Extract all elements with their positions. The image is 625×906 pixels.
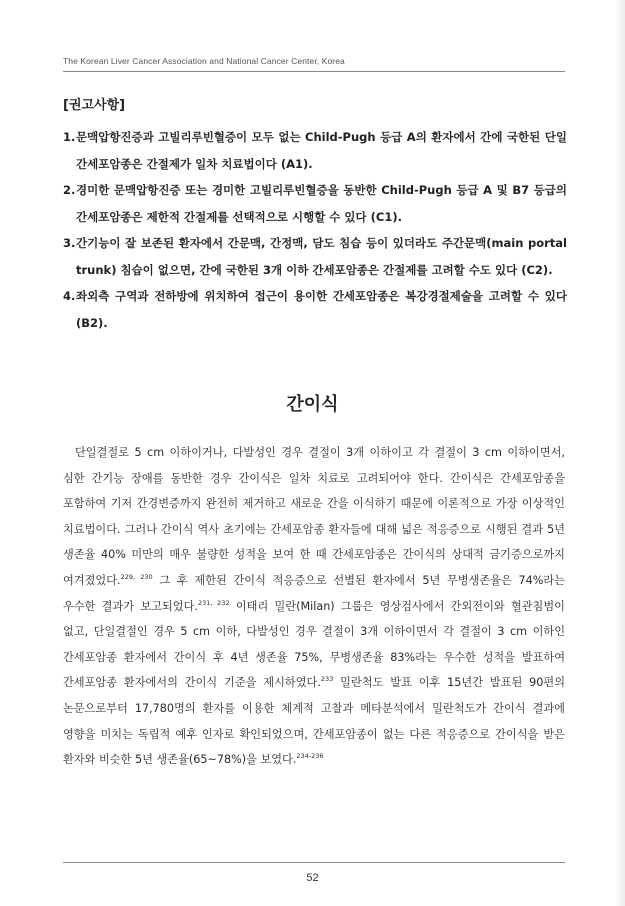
running-header: The Korean Liver Cancer Association and National Cancer Center, Korea <box>63 56 345 66</box>
recommendations-title: [권고사항] <box>63 98 126 113</box>
page-number: 52 <box>306 872 319 884</box>
recommendation-item <box>63 283 567 336</box>
recommendation-text: 좌외측 구역과 전하방에 위치하여 접근이 용이한 간세포암종은 복강경절제술을 고려할 수 있다 (B2). <box>76 289 567 330</box>
recommendation-text: 간기능이 잘 보존된 환자에서 간문맥, 간정맥, 담도 침습 등이 있더라도 주간문맥(main portal trunk) 침습이 없으면, 간에 국한된 3개 이하 간세포암종은 간절제를 고려할 수도 있다 (C2). <box>76 236 567 277</box>
recommendation-number: 4. <box>63 289 76 303</box>
body-text-segment: 이태리 밀란(Milan) 그룹은 영상검사에서 간외전이와 혈관침범이 없고, 단일결절인 경우 5 cm 이하, 다발성인 경우 결절이 3개 이하이면서 각 결절이 3 cm 이하인 간세포암종 환자에서 간이식 후 4년 생존율 75%, 무병생존율 83%라는 우수한 성적을 발표하여 간세포암종 환자에서의 간이식 기준을 제시하였다. <box>63 599 565 690</box>
recommendation-number: 1. <box>63 130 76 144</box>
page-edge-shadow <box>615 0 625 906</box>
body-text-segment: 그 후 제한된 간이식 적응증으로 선별된 환자에서 5년 무병생존율은 74%라는 우수한 결과가 보고되었다. <box>63 573 565 613</box>
body-text-segment: 밀란척도 발표 이후 15년간 발표된 90편의 논문으로부터 17,780명의 환자를 이용한 체계적 고찰과 메타분석에서 밀란척도가 간이식 결과에 영향을 미치는 독립적 예후 인자로 확인되었으며, 간세포암종이 없는 다른 적응증으로 간이식을 받은 환자와 비슷한 5년 생존율(65~78%)을 보였다. <box>63 676 565 767</box>
recommendation-text: 경미한 문맥압항진증 또는 경미한 고빌리루빈혈증을 동반한 Child-Pugh 등급 A 및 B7 등급의 간세포암종은 제한적 간절제를 선택적으로 시행할 수 있다 (C1). <box>76 183 567 224</box>
reference-citation: 233 <box>320 675 334 684</box>
section-title: 간이식 <box>286 394 339 415</box>
reference-citation: 229, 230 <box>120 572 153 581</box>
recommendation-number: 2. <box>63 183 76 197</box>
recommendations-list <box>63 124 567 336</box>
body-text-segment: 단일결절로 5 cm 이하이거나, 다발성인 경우 결절이 3개 이하이고 각 결절이 3 cm 이하이면서, 심한 간기능 장애를 동반한 경우 간이식은 일차 치료로 고려되어야 한다. 간이식은 간세포암종을 포함하여 기저 간경변증까지 완전히 제거하고 새로운 간을 이식하기 때문에 이론적으로 가장 이상적인 치료법이다. 그러나 간이식 역사 초기에는 간세포암종 환자들에 대해 넓은 적응증으로 시행된 결과 5년 생존율 40% 미만의 매우 불량한 성적을 보여 한 때 간세포암종은 간이식의 상대적 금기증으로까지 여겨졌었다. <box>63 446 565 587</box>
recommendation-item <box>63 124 567 177</box>
recommendation-item <box>63 230 567 283</box>
reference-citation: 234-236 <box>296 752 324 761</box>
reference-citation: 231, 232 <box>197 598 230 607</box>
body-paragraph <box>63 440 565 773</box>
recommendation-text: 문맥압항진증과 고빌리루빈혈증이 모두 없는 Child-Pugh 등급 A의 환자에서 간에 국한된 단일 간세포암종은 간절제가 일차 치료법이다 (A1). <box>76 130 567 171</box>
header-divider <box>63 71 565 72</box>
recommendation-item <box>63 177 567 230</box>
footer-divider <box>63 862 565 863</box>
recommendation-number: 3. <box>63 236 76 250</box>
